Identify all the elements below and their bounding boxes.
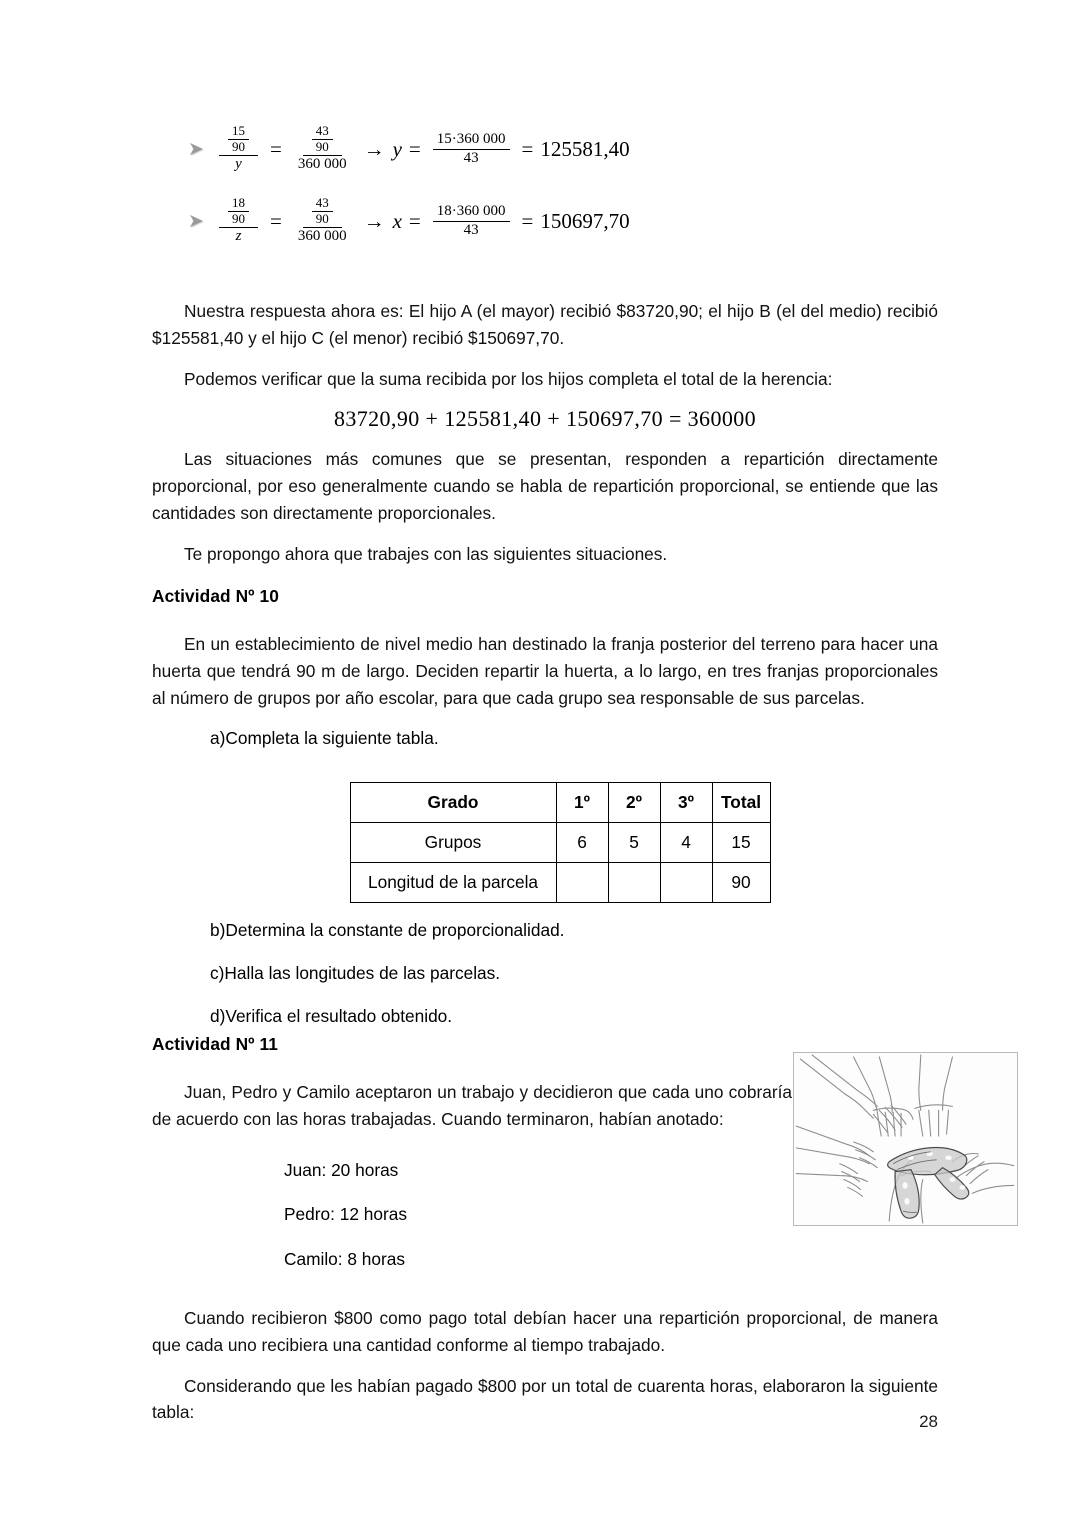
- activity-11-intro-wrapper: [152, 1079, 792, 1133]
- eq2-left-num-top: 18: [228, 196, 249, 212]
- table-header-3: 3º: [660, 783, 712, 823]
- activity-10-table-wrapper: [152, 782, 938, 903]
- activity-11-table-intro: Considerando que les habían pagado $800 por un total de cuarenta horas, elaboraron la siguiente tabla:: [152, 1375, 938, 1423]
- eq1-result-den: 43: [463, 149, 479, 166]
- fraction-right-2: [294, 196, 351, 245]
- table-header-total: Total: [712, 783, 770, 823]
- list-item-b-marker: b): [210, 920, 226, 941]
- list-item-c-marker: c): [210, 962, 225, 983]
- eq1-left-den: y: [235, 156, 242, 173]
- row-longitud-v1[interactable]: [556, 863, 608, 903]
- list-item-c: [152, 960, 938, 987]
- row-longitud-total: 90: [712, 863, 770, 903]
- eq2-result-num: 18·360 000: [433, 203, 510, 221]
- table-header-1: 1º: [556, 783, 608, 823]
- list-item-a-text: Completa la siguiente tabla.: [225, 728, 439, 749]
- activity-11-payment-paragraph: Cuando recibieron $800 como pago total debían hacer una repartición proporcional, de manera que cada uno recibiera una cantidad conforme al tiempo trabajado.: [152, 1307, 938, 1355]
- answer-paragraph: Nuestra respuesta ahora es: El hijo A (el mayor) recibió $83720,90; el hijo B (el del medio) recibió $125581,40 y el hijo C (el menor) recibió $150697,70.: [152, 301, 938, 348]
- list-item-a: [152, 725, 938, 752]
- fraction-inner-left-1: [228, 124, 249, 155]
- fraction-result-2: [433, 203, 510, 239]
- page-number: 28: [919, 1412, 938, 1431]
- list-item-b-text: Determina la constante de proporcionalidad.: [225, 920, 565, 941]
- list-item-d-text: Verifica el resultado obtenido.: [225, 1005, 453, 1026]
- list-item-b: [152, 917, 938, 944]
- eq1-right-num-top: 43: [312, 124, 333, 140]
- fraction-left-2: [219, 196, 258, 245]
- fraction-right-1: [294, 124, 351, 173]
- activity-10-intro: En un establecimiento de nivel medio han destinado la franja posterior del terreno para hacer una huerta que tendrá 90 m de largo. Deciden repartir la huerta, a lo largo, en tres franjas proporcionales al número de grupos por año escolar, para que cada grupo sea responsable de sus parcelas.: [152, 634, 938, 708]
- table-header-2: 2º: [608, 783, 660, 823]
- fraction-inner-right-2: [312, 196, 333, 227]
- sum-equation-line: 83720,90 + 125581,40 + 150697,70 = 360000: [333, 406, 757, 432]
- table-row: [350, 823, 770, 863]
- eq1-result-var: y: [392, 136, 402, 161]
- fraction-left-1: [219, 124, 258, 173]
- hours-item-juan: Juan: 20 horas: [284, 1159, 399, 1180]
- equation-row-2: [188, 190, 938, 252]
- row-grupos-total: 15: [712, 823, 770, 863]
- row-grupos-v3: 4: [660, 823, 712, 863]
- fraction-inner-left-2: [228, 196, 249, 227]
- verify-intro-paragraph: Podemos verificar que la suma recibida por los hijos completa el total de la herencia:: [184, 368, 833, 389]
- row-longitud-label: Longitud de la parcela: [350, 863, 556, 903]
- list-item-c-text: Halla las longitudes de las parcelas.: [224, 962, 501, 983]
- eq1-value: 125581,40: [540, 136, 630, 161]
- common-situations-paragraph: Las situaciones más comunes que se presentan, responden a repartición directamente proporcional, por eso generalmente cuando se habla de repartición proporcional, se entiende que las cantidades son directamente proporcionales.: [152, 449, 938, 523]
- list-item-d-marker: d): [210, 1005, 226, 1026]
- eq2-value: 150697,70: [540, 208, 630, 233]
- eq1-equals-1: =: [270, 136, 282, 161]
- row-grupos-label: Grupos: [350, 823, 556, 863]
- row-longitud-v3[interactable]: [660, 863, 712, 903]
- eq2-result-var: x: [392, 208, 402, 233]
- arrow-bullet-icon: ➤: [188, 210, 204, 232]
- eq2-result-den: 43: [463, 221, 479, 238]
- eq1-right-den: 360 000: [297, 156, 347, 173]
- eq1-left-num-top: 15: [228, 124, 249, 140]
- activity-10-items-rest: [152, 917, 938, 1029]
- list-item-d: [152, 1003, 938, 1030]
- row-grupos-v2: 5: [608, 823, 660, 863]
- hours-item-camilo: Camilo: 8 horas: [284, 1249, 406, 1270]
- table-header-grado: Grado: [350, 783, 556, 823]
- row-grupos-v1: 6: [556, 823, 608, 863]
- table-header-row: [350, 783, 770, 823]
- eq1-result-num: 15·360 000: [433, 131, 510, 149]
- eq1-equals-2: =: [408, 136, 421, 161]
- eq1-equals-3: =: [521, 136, 534, 161]
- activity-10-title: Actividad Nº 10: [152, 586, 279, 606]
- activity-11-title: Actividad Nº 11: [152, 1034, 278, 1054]
- eq1-left-num-bottom: 90: [232, 139, 245, 155]
- fraction-inner-right-1: [312, 124, 333, 155]
- equation-1: [214, 124, 630, 173]
- hours-item-pedro: Pedro: 12 horas: [284, 1204, 407, 1225]
- eq2-right-num-top: 43: [312, 196, 333, 212]
- table-row: [350, 863, 770, 903]
- fraction-result-1: [433, 131, 510, 167]
- eq2-equals-1: =: [270, 208, 282, 233]
- eq2-arrow-icon: →: [363, 208, 385, 233]
- equation-row-1: [188, 118, 938, 180]
- equations-block: [152, 118, 938, 252]
- eq1-arrow-icon: →: [363, 136, 385, 161]
- hands-reaching-for-money-illustration: [793, 1052, 1018, 1226]
- list-item-a-marker: a): [210, 728, 226, 749]
- eq2-left-num-bottom: 90: [232, 211, 245, 227]
- activity-10-items: [152, 725, 938, 752]
- eq2-equals-3: =: [521, 208, 534, 233]
- eq1-right-num-bottom: 90: [315, 139, 329, 155]
- answer-block: [152, 298, 938, 568]
- eq2-right-den: 360 000: [297, 228, 347, 245]
- activity-11-intro: Juan, Pedro y Camilo aceptaron un trabajo y decidieron que cada uno cobraría de acuerdo con las horas trabajadas. Cuando terminaron, habían anotado:: [152, 1082, 792, 1129]
- eq2-equals-2: =: [408, 208, 421, 233]
- eq2-left-den: z: [235, 228, 242, 245]
- arrow-bullet-icon: ➤: [188, 138, 204, 160]
- equation-2: [214, 196, 630, 245]
- grados-table: [350, 782, 771, 903]
- eq2-right-num-bottom: 90: [315, 211, 329, 227]
- propose-paragraph: Te propongo ahora que trabajes con las siguientes situaciones.: [184, 543, 668, 564]
- row-longitud-v2[interactable]: [608, 863, 660, 903]
- activity-10-section: [152, 586, 938, 1046]
